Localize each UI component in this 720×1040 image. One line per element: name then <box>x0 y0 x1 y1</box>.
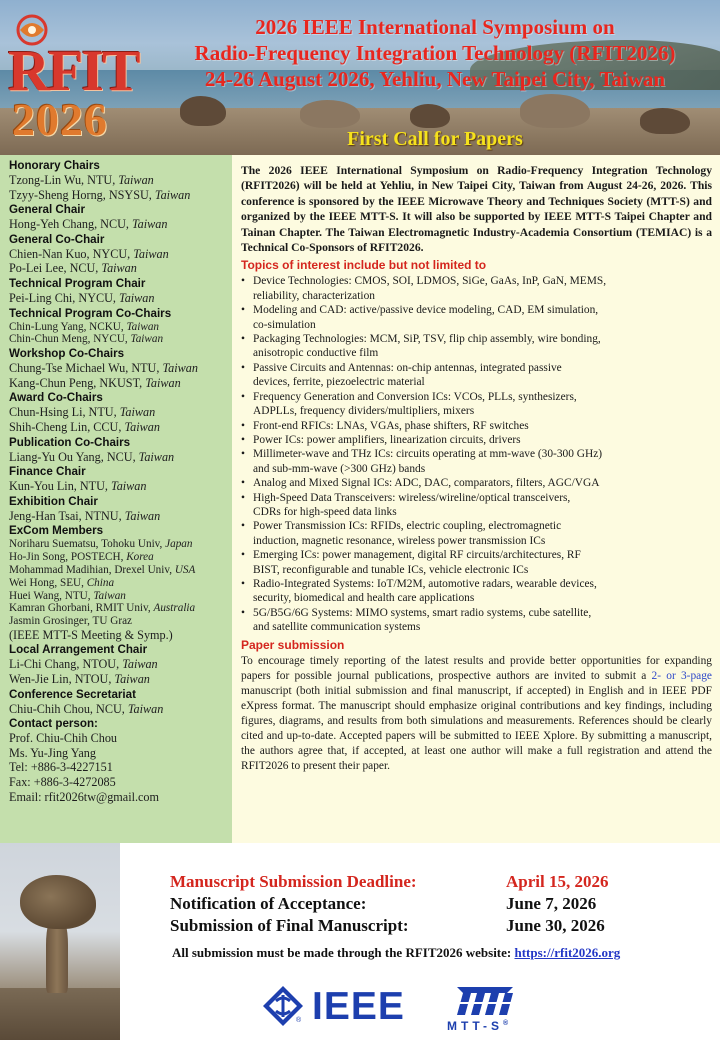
topic-item: • Passive Circuits and Antennas: on-chip antennas, integrated passive devices, ferrite, piezoelectric material <box>241 361 712 390</box>
mtt-s-wordmark: MTT-S® <box>447 1019 509 1033</box>
committee-member: Chung-Tse Michael Wu, NTU, Taiwan <box>9 361 198 376</box>
topic-item: • 5G/B5G/6G Systems: MIMO systems, smart radio systems, cube satellite, and satellite communication systems <box>241 606 712 635</box>
topic-item: • Front-end RFICs: LNAs, VGAs, phase shifters, RF switches <box>241 419 712 433</box>
committee-member: Mohammad Madihian, Drexel Univ, USA <box>9 563 196 576</box>
website-link[interactable]: https://rfit2026.org <box>514 945 621 960</box>
contact-person <box>9 716 226 804</box>
committee-conference-secretariat <box>9 687 226 717</box>
committee-member: Ho-Jin Song, POSTECH, Korea <box>9 551 154 564</box>
conference-title <box>150 14 720 92</box>
committee-member: Tzyy-Sheng Horng, NSYSU, Taiwan <box>9 187 191 202</box>
committee-heading: Technical Program Co-Chairs <box>9 306 172 320</box>
committee-member: Hong-Yeh Chang, NCU, Taiwan <box>9 217 168 232</box>
rfit-logo <box>8 38 140 150</box>
committee-publication-co-chairs <box>9 435 226 465</box>
committee-heading: Honorary Chairs <box>9 159 100 172</box>
committee-member: Chin-Chun Meng, NYCU, Taiwan <box>9 333 164 346</box>
rock-shape <box>410 104 450 128</box>
committee-excom-members <box>9 523 226 642</box>
ieee-wordmark: IEEE <box>312 985 405 1028</box>
committee-member: (IEEE MTT-S Meeting & Symp.) <box>9 627 173 642</box>
committee-member: Kun-You Lin, NTU, Taiwan <box>9 479 147 494</box>
date-value: June 7, 2026 <box>506 894 597 913</box>
topic-item: • High-Speed Data Transceivers: wireless/wireline/optical transceivers, CDRs for high-speed data links <box>241 491 712 520</box>
topics-heading: Topics of interest include but not limited to <box>241 258 487 273</box>
page-limit-highlight: 2- or 3-page <box>651 669 712 682</box>
committee-local-arrangement-chair <box>9 642 226 686</box>
committee-technical-program-chair <box>9 276 226 306</box>
rock-shape <box>180 96 226 126</box>
date-row-final-manuscript <box>170 915 690 937</box>
committee-member: Wen-Jie Lin, NTOU, Taiwan <box>9 672 150 687</box>
committee-sidebar <box>0 155 232 843</box>
committee-member: Chien-Nan Kuo, NYCU, Taiwan <box>9 246 169 261</box>
topic-item: • Power ICs: power amplifiers, linearization circuits, drivers <box>241 433 712 447</box>
committee-member: Chun-Hsing Li, NTU, Taiwan <box>9 405 156 420</box>
ieee-logo <box>262 985 420 1029</box>
committee-member: Chin-Lung Yang, NCKU, Taiwan <box>9 320 160 333</box>
committee-member: Pei-Ling Chi, NYCU, Taiwan <box>9 290 155 305</box>
registered-mark: ® <box>503 1020 509 1027</box>
committee-member: Kamran Ghorbani, RMIT Univ, Australia <box>9 602 196 615</box>
committee-member: Jeng-Han Tsai, NTNU, Taiwan <box>9 508 161 523</box>
call-for-papers-title: First Call for Papers <box>347 128 523 150</box>
date-label: Submission of Final Manuscript: <box>170 916 409 935</box>
committee-general-co-chair <box>9 232 226 276</box>
main-content <box>232 155 720 843</box>
topic-item: • Radio-Integrated Systems: IoT/M2M, automotive radars, wearable devices, security, biomedical and health care applications <box>241 577 712 606</box>
committee-heading: Award Co-Chairs <box>9 391 103 405</box>
topic-item: • Millimeter-wave and THz ICs: circuits operating at mm-wave (30-300 GHz) and sub-mm-wave (>300 GHz) bands <box>241 447 712 476</box>
contact-fax: Fax: +886-3-4272085 <box>9 775 116 790</box>
committee-member: Liang-Yu Ou Yang, NCU, Taiwan <box>9 449 175 464</box>
topic-item: • Device Technologies: CMOS, SOI, LDMOS, SiGe, GaAs, InP, GaN, MEMS, reliability, characterization <box>241 274 712 303</box>
rock-shape <box>520 94 590 128</box>
mtt-s-emblem-icon <box>453 981 517 1017</box>
committee-heading: Local Arrangement Chair <box>9 643 148 657</box>
committee-heading: ExCom Members <box>9 524 104 538</box>
topics-list <box>241 274 712 634</box>
contact-line: Ms. Yu-Jing Yang <box>9 745 96 760</box>
topic-item: • Frequency Generation and Conversion ICs: VCOs, PLLs, synthesizers, ADPLLs, frequency dividers/multipliers, mixers <box>241 390 712 419</box>
title-line: Radio-Frequency Integration Technology (RFIT2026) <box>194 41 676 65</box>
committee-heading: Technical Program Chair <box>9 276 146 290</box>
committee-exhibition-chair <box>9 494 226 524</box>
topic-item: • Power Transmission ICs: RFIDs, electric coupling, electromagnetic induction, magnetic resonance, wireless power transmission ICs <box>241 519 712 548</box>
committee-workshop-co-chairs <box>9 346 226 390</box>
committee-finance-chair <box>9 464 226 494</box>
registered-mark: ® <box>296 1017 302 1024</box>
committee-member: Jasmin Grosinger, TU Graz <box>9 615 133 628</box>
committee-member: Noriharu Suematsu, Tohoku Univ, Japan <box>9 538 193 551</box>
paper-submission-heading: Paper submission <box>241 637 345 652</box>
committee-heading: Exhibition Chair <box>9 494 98 508</box>
date-value: June 30, 2026 <box>506 916 605 935</box>
committee-member: Kang-Chun Peng, NKUST, Taiwan <box>9 375 181 390</box>
committee-member: Wei Hong, SEU, China <box>9 576 115 589</box>
logo-text-year: 2026 <box>12 94 108 145</box>
date-label: Manuscript Submission Deadline: <box>170 872 417 891</box>
committee-member: Li-Chi Chang, NTOU, Taiwan <box>9 657 158 672</box>
rock-shape <box>300 100 360 128</box>
committee-technical-program-co-chairs <box>9 306 226 347</box>
mtt-s-logo <box>447 981 533 1037</box>
committee-member: Tzong-Lin Wu, NTU, Taiwan <box>9 173 154 187</box>
header-banner <box>0 0 720 155</box>
intro-paragraph: The 2026 IEEE International Symposium on Radio-Frequency Integration Technology (RFIT2026) will be held at Yehliu, in New Taipei City, Taiwan from August 24-26, 2026. This conference is sponsored by the IEEE Microwave Theory and Techniques Society (MTT-S) and organized by the IEEE MTT-S. It will also be supported by IEEE MTT-S Taipei Chapter and Tainan Chapter. The Taiwan Electromagnetic Industry-Academia Consortium (TEMIAC) is a Technical Co-Sponsors of RFIT2026. <box>241 164 712 255</box>
logo-text-rfit: RFIT <box>8 38 139 103</box>
title-line: 2026 IEEE International Symposium on <box>255 15 615 39</box>
topic-item: • Analog and Mixed Signal ICs: ADC, DAC, comparators, filters, AGC/VGA <box>241 476 712 490</box>
committee-heading: Workshop Co-Chairs <box>9 347 125 361</box>
topic-item: • Packaging Technologies: MCM, SiP, TSV, flip chip assembly, wire bonding, anisotropic conductive film <box>241 332 712 361</box>
committee-member: Po-Lei Lee, NCU, Taiwan <box>9 261 137 276</box>
contact-email[interactable]: Email: rfit2026tw@gmail.com <box>9 789 159 804</box>
committee-award-co-chairs <box>9 390 226 434</box>
committee-heading: Publication Co-Chairs <box>9 435 131 449</box>
date-row-submission <box>170 871 690 893</box>
committee-heading: Finance Chair <box>9 465 86 479</box>
important-dates-section <box>0 843 720 1040</box>
date-value: April 15, 2026 <box>506 872 609 891</box>
committee-member: Huei Wang, NTU, Taiwan <box>9 589 126 602</box>
committee-member: Chiu-Chih Chou, NCU, Taiwan <box>9 701 164 716</box>
committee-heading: Conference Secretariat <box>9 687 136 701</box>
contact-phone: Tel: +886-3-4227151 <box>9 760 113 775</box>
contact-heading: Contact person: <box>9 717 98 731</box>
date-row-notification <box>170 893 690 915</box>
committee-heading: General Chair <box>9 203 86 217</box>
submission-note: All submission must be made through the RFIT2026 website: https://rfit2026.org <box>172 945 621 960</box>
paper-submission-paragraph: To encourage timely reporting of the latest results and provide better opportunities for expanding papers for possible journal publications, prospective authors are invited to submit a 2- or 3-page manuscript (both initial submission and final manuscript, if accepted) in English and in IEEE PDF eXpress format. The manuscript should emphasize original contributions and key findings, including figures, diagrams, and results from both simulations and measurements. References should be clearly cited and up-to-date. Accepted papers will be submitted to IEEE Xplore. By submitting a manuscript, the authors agree that, if accepted, at least one author will make a full registration and attend the RFIT2026 to present their paper. <box>241 654 712 772</box>
title-line: 24-26 August 2026, Yehliu, New Taipei City, Taiwan <box>204 67 666 91</box>
topic-item: • Modeling and CAD: active/passive device modeling, CAD, EM simulation, co-simulation <box>241 303 712 332</box>
committee-general-chair <box>9 202 226 232</box>
rock-base-shape <box>0 988 120 1040</box>
rock-head-shape <box>20 875 96 929</box>
date-label: Notification of Acceptance: <box>170 894 367 913</box>
committee-heading: General Co-Chair <box>9 232 105 246</box>
important-dates <box>170 871 690 937</box>
topic-item: • Emerging ICs: power management, digital RF circuits/architectures, RF BIST, reconfigurable and tunable ICs, vehicle electronic ICs <box>241 548 712 577</box>
contact-line: Prof. Chiu-Chih Chou <box>9 731 118 746</box>
committee-honorary-chairs <box>9 158 226 202</box>
committee-member: Shih-Cheng Lin, CCU, Taiwan <box>9 419 160 434</box>
queens-head-rock-photo <box>0 843 120 1040</box>
